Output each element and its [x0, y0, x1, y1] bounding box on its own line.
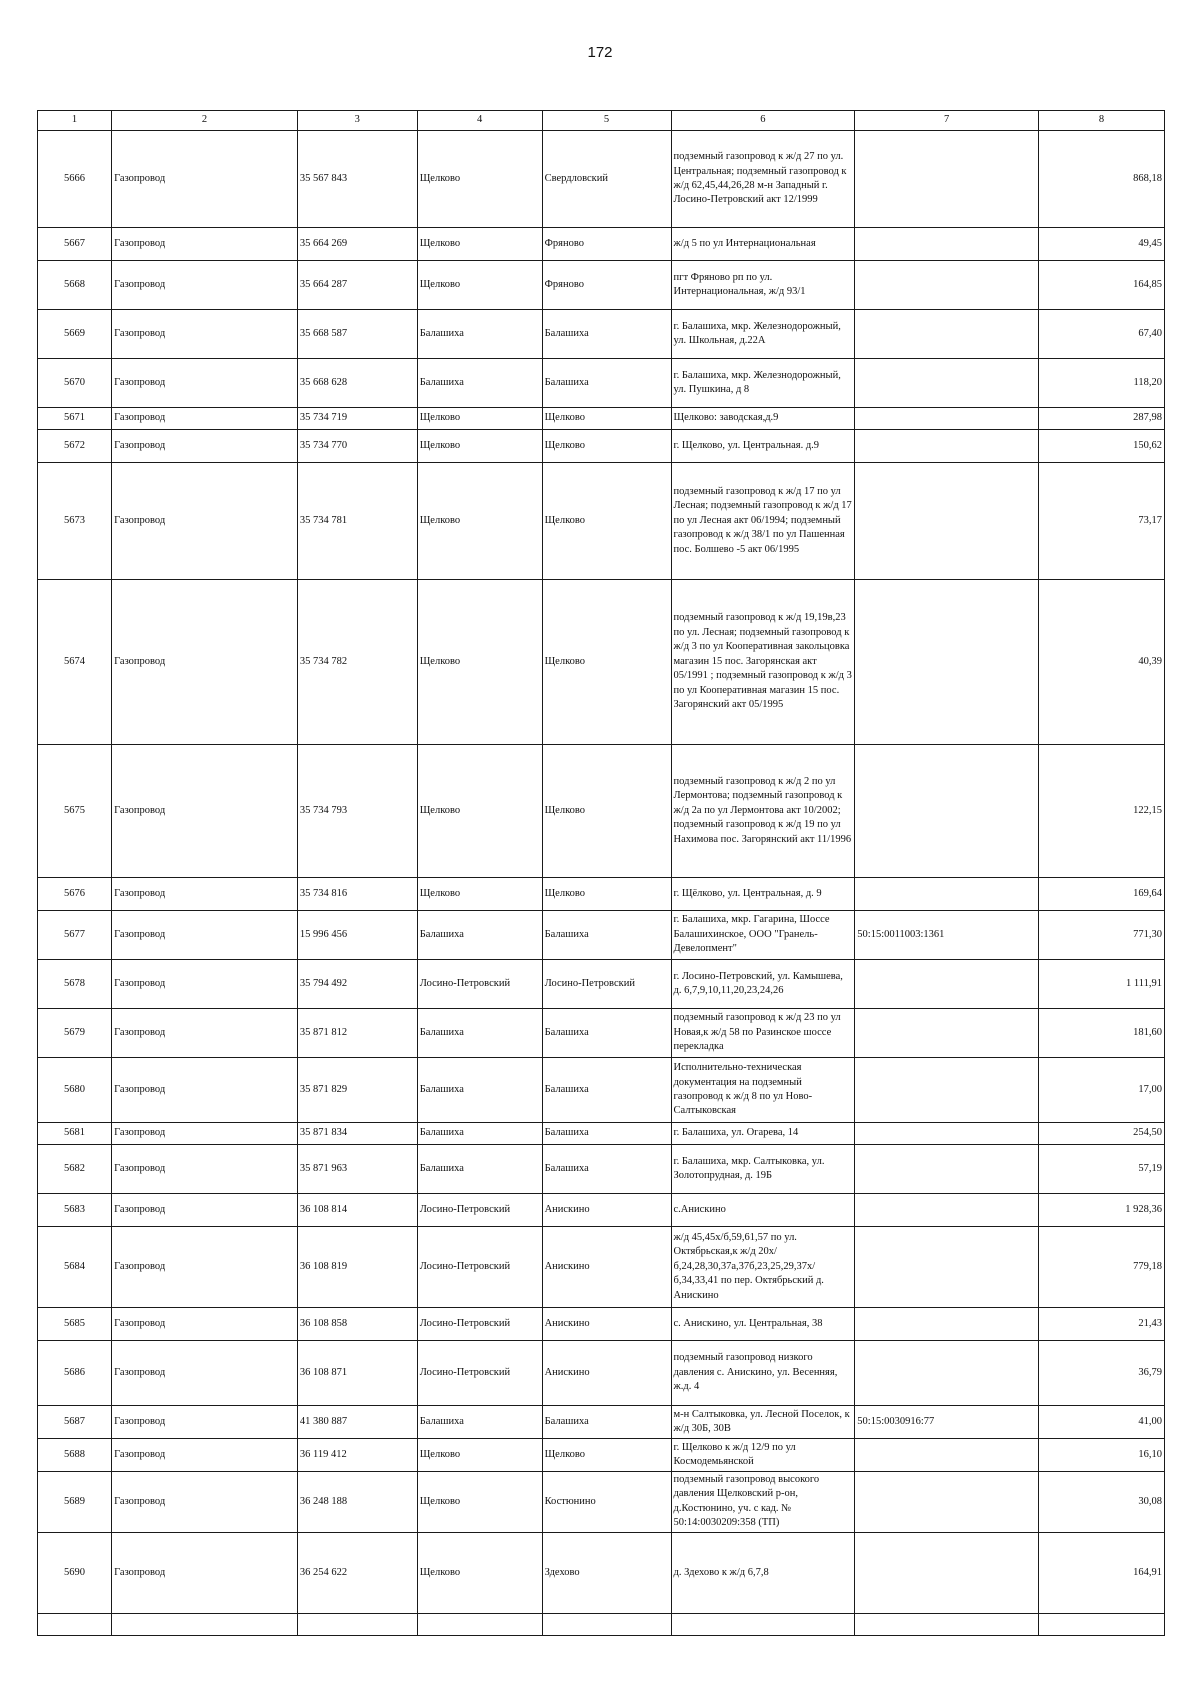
inventory-code-cell: 35 668 628	[297, 359, 417, 408]
locality-cell: Щелково	[542, 430, 671, 463]
row-number-cell: 5681	[38, 1123, 112, 1145]
district-cell: Лосино-Петровский	[417, 1341, 542, 1406]
row-number-cell: 5674	[38, 580, 112, 745]
locality-cell: Балашиха	[542, 1058, 671, 1123]
description-cell: с.Анискино	[671, 1194, 855, 1227]
description-cell: подземный газопровод низкого давления с. Анискино, ул. Весенняя, ж.д. 4	[671, 1341, 855, 1406]
table-row	[38, 1472, 1165, 1533]
row-number-cell: 5673	[38, 463, 112, 580]
row-number-cell: 5683	[38, 1194, 112, 1227]
value-cell: 57,19	[1039, 1145, 1165, 1194]
value-cell: 868,18	[1039, 131, 1165, 228]
description-cell: д. Здехово к ж/д 6,7,8	[671, 1532, 855, 1613]
value-cell: 118,20	[1039, 359, 1165, 408]
table-row	[38, 580, 1165, 745]
inventory-code-cell: 36 254 622	[297, 1532, 417, 1613]
table-row	[38, 1009, 1165, 1058]
inventory-code-cell: 35 871 834	[297, 1123, 417, 1145]
row-number-cell: 5687	[38, 1406, 112, 1439]
cadastral-number-cell	[855, 580, 1039, 745]
row-number-cell: 5684	[38, 1227, 112, 1308]
locality-cell: Щелково	[542, 580, 671, 745]
locality-cell: Свердловский	[542, 131, 671, 228]
locality-cell: Балашиха	[542, 359, 671, 408]
table-row	[38, 408, 1165, 430]
district-cell: Лосино-Петровский	[417, 960, 542, 1009]
cadastral-number-cell	[855, 261, 1039, 310]
locality-cell: Щелково	[542, 408, 671, 430]
table-row	[38, 1532, 1165, 1613]
description-cell	[671, 1613, 855, 1635]
column-header: 7	[855, 111, 1039, 131]
locality-cell	[542, 1613, 671, 1635]
row-number-cell: 5666	[38, 131, 112, 228]
object-name-cell: Газопровод	[112, 463, 298, 580]
description-cell: пгт Фряново рп по ул. Интернациональная, ж/д 93/1	[671, 261, 855, 310]
district-cell: Щелково	[417, 408, 542, 430]
description-cell: подземный газопровод к ж/д 23 по ул Новая,к ж/д 58 по Разинское шоссе перекладка	[671, 1009, 855, 1058]
district-cell: Щелково	[417, 580, 542, 745]
district-cell: Щелково	[417, 1532, 542, 1613]
value-cell: 16,10	[1039, 1439, 1165, 1472]
object-name-cell: Газопровод	[112, 1145, 298, 1194]
district-cell: Балашиха	[417, 1145, 542, 1194]
object-name-cell: Газопровод	[112, 1308, 298, 1341]
cadastral-number-cell	[855, 878, 1039, 911]
locality-cell: Балашиха	[542, 1406, 671, 1439]
row-number-cell: 5670	[38, 359, 112, 408]
object-name-cell: Газопровод	[112, 1123, 298, 1145]
object-name-cell: Газопровод	[112, 310, 298, 359]
district-cell: Щелково	[417, 745, 542, 878]
description-cell: Исполнительно-техническая документация на подземный газопровод к ж/д 8 по ул Ново-Салтыковская	[671, 1058, 855, 1123]
district-cell: Щелково	[417, 878, 542, 911]
value-cell: 40,39	[1039, 580, 1165, 745]
inventory-code-cell: 35 871 963	[297, 1145, 417, 1194]
district-cell: Щелково	[417, 228, 542, 261]
object-name-cell: Газопровод	[112, 1227, 298, 1308]
cadastral-number-cell	[855, 1145, 1039, 1194]
locality-cell: Балашиха	[542, 1145, 671, 1194]
district-cell: Щелково	[417, 1439, 542, 1472]
description-cell: подземный газопровод к ж/д 2 по ул Лермонтова; подземный газопровод к ж/д 2а по ул Лермонтова акт 10/2002; подземный газопровод к ж/д 19 по ул Нахимова пос. Загорянский акт 11/1996	[671, 745, 855, 878]
value-cell: 41,00	[1039, 1406, 1165, 1439]
column-header: 4	[417, 111, 542, 131]
inventory-code-cell: 36 248 188	[297, 1472, 417, 1533]
inventory-code-cell: 35 664 269	[297, 228, 417, 261]
district-cell: Щелково	[417, 430, 542, 463]
cadastral-number-cell: 50:15:0011003:1361	[855, 911, 1039, 960]
district-cell: Балашиха	[417, 1406, 542, 1439]
object-name-cell: Газопровод	[112, 408, 298, 430]
column-header: 6	[671, 111, 855, 131]
description-cell: м-н Салтыковка, ул. Лесной Поселок, к ж/д 30Б, 30В	[671, 1406, 855, 1439]
row-number-cell: 5682	[38, 1145, 112, 1194]
column-header: 3	[297, 111, 417, 131]
row-number-cell: 5667	[38, 228, 112, 261]
value-cell: 122,15	[1039, 745, 1165, 878]
object-name-cell: Газопровод	[112, 261, 298, 310]
cadastral-number-cell: 50:15:0030916:77	[855, 1406, 1039, 1439]
table-row	[38, 745, 1165, 878]
inventory-code-cell: 35 734 782	[297, 580, 417, 745]
value-cell: 67,40	[1039, 310, 1165, 359]
district-cell: Балашиха	[417, 1009, 542, 1058]
value-cell: 73,17	[1039, 463, 1165, 580]
object-name-cell: Газопровод	[112, 131, 298, 228]
cadastral-number-cell	[855, 1308, 1039, 1341]
locality-cell: Анискино	[542, 1308, 671, 1341]
row-number-cell: 5676	[38, 878, 112, 911]
cadastral-number-cell	[855, 359, 1039, 408]
cadastral-number-cell	[855, 1123, 1039, 1145]
value-cell: 771,30	[1039, 911, 1165, 960]
table-row	[38, 430, 1165, 463]
inventory-code-cell: 36 108 871	[297, 1341, 417, 1406]
description-cell: г. Балашиха, мкр. Железнодорожный, ул. Школьная, д.22А	[671, 310, 855, 359]
cadastral-number-cell	[855, 1227, 1039, 1308]
cadastral-number-cell	[855, 1532, 1039, 1613]
row-number-cell: 5669	[38, 310, 112, 359]
district-cell: Щелково	[417, 131, 542, 228]
object-name-cell	[112, 1613, 298, 1635]
inventory-code-cell: 36 108 814	[297, 1194, 417, 1227]
page-number: 172	[587, 44, 613, 61]
row-number-cell: 5675	[38, 745, 112, 878]
description-cell: ж/д 45,45х/б,59,61,57 по ул. Октябрьская,к ж/д 20х/б,24,28,30,37а,37б,23,25,29,37х/б,34,33,41 по пер. Октябрьский д. Анискино	[671, 1227, 855, 1308]
value-cell: 164,85	[1039, 261, 1165, 310]
description-cell: г. Балашиха, мкр. Салтыковка, ул. Золотопрудная, д. 19Б	[671, 1145, 855, 1194]
table-row	[38, 1613, 1165, 1635]
row-number-cell: 5671	[38, 408, 112, 430]
locality-cell: Фряново	[542, 261, 671, 310]
locality-cell: Балашиха	[542, 911, 671, 960]
object-name-cell: Газопровод	[112, 1532, 298, 1613]
locality-cell: Балашиха	[542, 1009, 671, 1058]
value-cell: 164,91	[1039, 1532, 1165, 1613]
row-number-cell: 5680	[38, 1058, 112, 1123]
locality-cell: Балашиха	[542, 1123, 671, 1145]
object-name-cell: Газопровод	[112, 1194, 298, 1227]
value-cell: 1 928,36	[1039, 1194, 1165, 1227]
value-cell: 49,45	[1039, 228, 1165, 261]
table-row	[38, 1194, 1165, 1227]
cadastral-number-cell	[855, 228, 1039, 261]
row-number-cell: 5688	[38, 1439, 112, 1472]
value-cell: 1 111,91	[1039, 960, 1165, 1009]
registry-table	[37, 110, 1165, 1636]
object-name-cell: Газопровод	[112, 1439, 298, 1472]
value-cell: 779,18	[1039, 1227, 1165, 1308]
object-name-cell: Газопровод	[112, 228, 298, 261]
locality-cell: Фряново	[542, 228, 671, 261]
object-name-cell: Газопровод	[112, 878, 298, 911]
description-cell: г. Балашиха, ул. Огарева, 14	[671, 1123, 855, 1145]
locality-cell: Анискино	[542, 1341, 671, 1406]
object-name-cell: Газопровод	[112, 1341, 298, 1406]
column-header: 1	[38, 111, 112, 131]
locality-cell: Лосино-Петровский	[542, 960, 671, 1009]
locality-cell: Здехово	[542, 1532, 671, 1613]
district-cell: Балашиха	[417, 911, 542, 960]
inventory-code-cell: 36 108 858	[297, 1308, 417, 1341]
district-cell: Балашиха	[417, 359, 542, 408]
description-cell: подземный газопровод высокого давления Щелковский р-он, д.Костюнино, уч. с кад. № 50:14:0030209:358 (ТП)	[671, 1472, 855, 1533]
district-cell: Балашиха	[417, 1123, 542, 1145]
description-cell: с. Анискино, ул. Центральная, 38	[671, 1308, 855, 1341]
district-cell: Лосино-Петровский	[417, 1308, 542, 1341]
value-cell: 17,00	[1039, 1058, 1165, 1123]
inventory-code-cell: 35 734 719	[297, 408, 417, 430]
locality-cell: Щелково	[542, 1439, 671, 1472]
cadastral-number-cell	[855, 1613, 1039, 1635]
column-header: 2	[112, 111, 298, 131]
cadastral-number-cell	[855, 1009, 1039, 1058]
cadastral-number-cell	[855, 1439, 1039, 1472]
table-row	[38, 131, 1165, 228]
column-header: 5	[542, 111, 671, 131]
object-name-cell: Газопровод	[112, 1058, 298, 1123]
description-cell: г. Лосино-Петровский, ул. Камышева, д. 6,7,9,10,11,20,23,24,26	[671, 960, 855, 1009]
row-number-cell: 5689	[38, 1472, 112, 1533]
inventory-code-cell	[297, 1613, 417, 1635]
table-row	[38, 1145, 1165, 1194]
description-cell: г. Щёлково, ул. Центральная, д. 9	[671, 878, 855, 911]
district-cell: Балашиха	[417, 1058, 542, 1123]
table-row	[38, 359, 1165, 408]
locality-cell: Балашиха	[542, 310, 671, 359]
district-cell: Щелково	[417, 261, 542, 310]
description-cell: подземный газопровод к ж/д 19,19в,23 по ул. Лесная; подземный газопровод к ж/д 3 по ул Кооперативная закольцовка магазин 15 пос. Загорянская акт 05/1991 ; подземный газопровод к ж/д 3 по ул Кооперативная магазин 15 пос. Загорянский акт 05/1995	[671, 580, 855, 745]
table-row	[38, 310, 1165, 359]
value-cell: 181,60	[1039, 1009, 1165, 1058]
inventory-code-cell: 15 996 456	[297, 911, 417, 960]
object-name-cell: Газопровод	[112, 960, 298, 1009]
table-header-row	[38, 111, 1165, 131]
inventory-code-cell: 35 871 812	[297, 1009, 417, 1058]
locality-cell: Щелково	[542, 463, 671, 580]
table-row	[38, 911, 1165, 960]
table-row	[38, 1227, 1165, 1308]
inventory-code-cell: 35 871 829	[297, 1058, 417, 1123]
inventory-code-cell: 35 734 781	[297, 463, 417, 580]
row-number-cell: 5679	[38, 1009, 112, 1058]
value-cell: 254,50	[1039, 1123, 1165, 1145]
inventory-code-cell: 36 108 819	[297, 1227, 417, 1308]
object-name-cell: Газопровод	[112, 745, 298, 878]
object-name-cell: Газопровод	[112, 359, 298, 408]
cadastral-number-cell	[855, 408, 1039, 430]
inventory-code-cell: 36 119 412	[297, 1439, 417, 1472]
table-row	[38, 1439, 1165, 1472]
district-cell: Лосино-Петровский	[417, 1227, 542, 1308]
district-cell: Лосино-Петровский	[417, 1194, 542, 1227]
locality-cell: Щелково	[542, 878, 671, 911]
table-row	[38, 960, 1165, 1009]
description-cell: ж/д 5 по ул Интернациональная	[671, 228, 855, 261]
inventory-code-cell: 41 380 887	[297, 1406, 417, 1439]
object-name-cell: Газопровод	[112, 580, 298, 745]
table-row	[38, 261, 1165, 310]
object-name-cell: Газопровод	[112, 911, 298, 960]
row-number-cell: 5686	[38, 1341, 112, 1406]
inventory-code-cell: 35 734 793	[297, 745, 417, 878]
inventory-code-cell: 35 734 816	[297, 878, 417, 911]
cadastral-number-cell	[855, 1194, 1039, 1227]
row-number-cell: 5678	[38, 960, 112, 1009]
inventory-code-cell: 35 567 843	[297, 131, 417, 228]
object-name-cell: Газопровод	[112, 430, 298, 463]
value-cell: 287,98	[1039, 408, 1165, 430]
column-header: 8	[1039, 111, 1165, 131]
table-row	[38, 1058, 1165, 1123]
inventory-code-cell: 35 794 492	[297, 960, 417, 1009]
cadastral-number-cell	[855, 745, 1039, 878]
cadastral-number-cell	[855, 1341, 1039, 1406]
cadastral-number-cell	[855, 131, 1039, 228]
object-name-cell: Газопровод	[112, 1472, 298, 1533]
description-cell: подземный газопровод к ж/д 17 по ул Лесная; подземный газопровод к ж/д 17 по ул Лесная акт 06/1994; подземный газопровод к ж/д 38/1 по ул Пашенная пос. Болшево -5 акт 06/1995	[671, 463, 855, 580]
cadastral-number-cell	[855, 430, 1039, 463]
row-number-cell: 5672	[38, 430, 112, 463]
inventory-code-cell: 35 664 287	[297, 261, 417, 310]
cadastral-number-cell	[855, 1058, 1039, 1123]
row-number-cell: 5677	[38, 911, 112, 960]
table-row	[38, 1406, 1165, 1439]
description-cell: г. Балашиха, мкр. Железнодорожный, ул. Пушкина, д 8	[671, 359, 855, 408]
locality-cell: Анискино	[542, 1227, 671, 1308]
locality-cell: Костюнино	[542, 1472, 671, 1533]
value-cell: 36,79	[1039, 1341, 1165, 1406]
locality-cell: Анискино	[542, 1194, 671, 1227]
cadastral-number-cell	[855, 310, 1039, 359]
inventory-code-cell: 35 668 587	[297, 310, 417, 359]
value-cell: 150,62	[1039, 430, 1165, 463]
object-name-cell: Газопровод	[112, 1009, 298, 1058]
description-cell: г. Щелково к ж/д 12/9 по ул Космодемьянской	[671, 1439, 855, 1472]
value-cell: 21,43	[1039, 1308, 1165, 1341]
description-cell: Щелково: заводская,д.9	[671, 408, 855, 430]
cadastral-number-cell	[855, 1472, 1039, 1533]
row-number-cell	[38, 1613, 112, 1635]
district-cell: Щелково	[417, 463, 542, 580]
table-row	[38, 1123, 1165, 1145]
district-cell: Щелково	[417, 1472, 542, 1533]
row-number-cell: 5685	[38, 1308, 112, 1341]
cadastral-number-cell	[855, 463, 1039, 580]
table-row	[38, 878, 1165, 911]
description-cell: подземный газопровод к ж/д 27 по ул. Центральная; подземный газопровод к ж/д 62,45,44,26,28 м-н Западный г. Лосино-Петровский акт 12/1999	[671, 131, 855, 228]
row-number-cell: 5668	[38, 261, 112, 310]
object-name-cell: Газопровод	[112, 1406, 298, 1439]
table-row	[38, 228, 1165, 261]
inventory-code-cell: 35 734 770	[297, 430, 417, 463]
value-cell: 30,08	[1039, 1472, 1165, 1533]
table-row	[38, 1308, 1165, 1341]
row-number-cell: 5690	[38, 1532, 112, 1613]
district-cell: Балашиха	[417, 310, 542, 359]
locality-cell: Щелково	[542, 745, 671, 878]
value-cell	[1039, 1613, 1165, 1635]
district-cell	[417, 1613, 542, 1635]
description-cell: г. Щелково, ул. Центральная. д.9	[671, 430, 855, 463]
value-cell: 169,64	[1039, 878, 1165, 911]
description-cell: г. Балашиха, мкр. Гагарина, Шоссе Балашихинское, ООО "Гранель-Девелопмент"	[671, 911, 855, 960]
table-row	[38, 1341, 1165, 1406]
table-row	[38, 463, 1165, 580]
cadastral-number-cell	[855, 960, 1039, 1009]
